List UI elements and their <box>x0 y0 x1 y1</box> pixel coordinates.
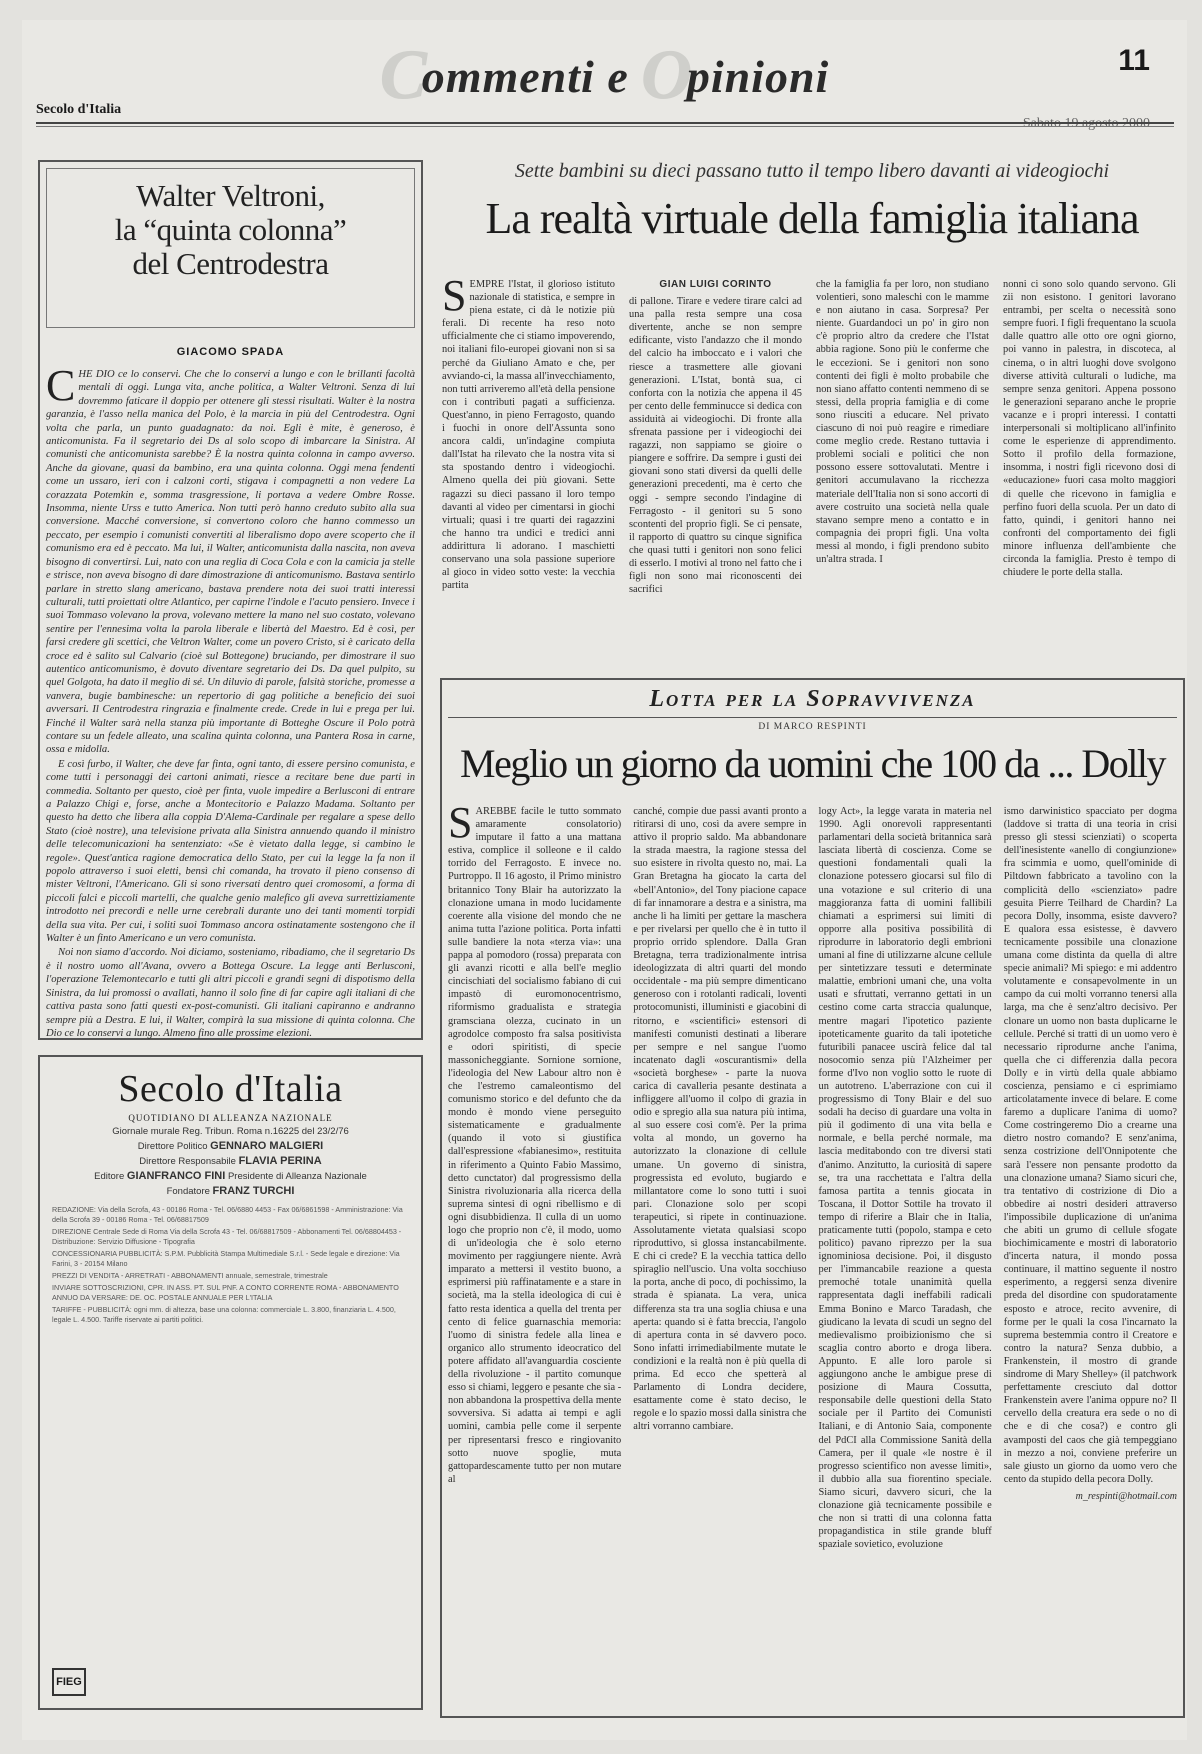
colophon-registration: Giornale murale Reg. Tribun. Roma n.16225 del 23/2/76 <box>112 1126 349 1137</box>
section-title-initial-o: O <box>641 37 693 114</box>
op-ed-author: GIACOMO SPADA <box>176 346 285 358</box>
colophon-fine-print-4: PREZZI DI VENDITA - ARRETRATI - ABBONAMENTI annuale, semestrale, trimestrale <box>52 1271 328 1280</box>
main-article-text-2: di pallone. Tirare e vedere tirare calci ad una palla resta sempre una cosa divertente, anche se non sempre edificante, visto l'andazzo che il mondo del calcio ha imboccato e i valori che riesce a trasmettere alle giovani generazioni. L'Istat, bontà sua, ci conforta con la notizia che appena il 45 per cento delle femminucce si dedica con assiduità ai videogiochi. Di fronte alla sfrenata passione per i videogiochi dei ragazzi, non sappiamo se gioire o piangere e soffrire. Da sempre i gusti dei giovani sono stati diversi da quelli delle generazioni precedenti, ma è certo che oggi - sempre secondo l'indagine di Ferragosto - il genitori su 5 sono scontenti del proprio figli. Se ci pensate, il rapporto di quattro su cinque significa che quasi tutti i genitori non sono felici di esserlo. I motivi al trono nel fatto che i figli non sono mai riconoscenti dei sacrifici <box>629 296 802 596</box>
colophon-fine-print <box>52 1205 409 1325</box>
main-article-column-4 <box>1003 278 1176 596</box>
main-article-text-3: che la famiglia fa per loro, non studiano volentieri, sono maleschi con le mamme e non aiutano in casa. Sorpresa? Per niente. Guardandoci un po' in giro non c'è proprio altro da credere che l'Istat abbia ragione. Sono più le conferme che le eccezioni. Se i genitori non sono contenti dei figli è molto probabile che non siano affatto contenti nemmeno di se stessi, della propria famiglia e di come sono riusciti a educare. Nel privato ciascuno di noi può reagire e rimediare come meglio crede. Restano tuttavia i problemi sociali e politici che non possono essere sottovalutati. Mentre i genitori accumulavano la ricchezza materiale dell'Italia non si sono accorti di avere costruito una società nella quale stavano sempre meno a contatto e in compagnia dei propri figli. Una volta messi al mondo, i figli prendono subito un'altra strada. I <box>816 279 989 565</box>
op-ed-paragraph-1: HE DIO ce lo conservi. Che che lo conservi a lungo e con le brillanti facoltà mentali di oggi. Lunga vita, anche politica, a Walter Veltroni. Senza di lui dovremmo faticare il doppio per ottenere gli stessi risultati. Walter è la nostra garanzia, è l'asso nella manica del Polo, è la marcia in più del Centrodestra. Ogni volta che parla, un punto guadagnato: da noi. Egli è mite, è generoso, è anticomunista. Fa il segretario dei Ds al solo scopo di imbarcare la Sinistra. Al comunisti che anticomunista sarebbe? È la nostra quinta colonna in campo avverso. Anche da giovane, quasi da bambino, era una quinta colonna. Oggi mena fendenti come un ussaro, ieri con i calzoni corti, stigava i compagnetti a non vedere La corazzata Potemkin e, somma trasgressione, li portava a vedere Ombre Rosse. Insomma, niente Urss e tutto America. Non tutti però hanno creduto subito alla sua conversione. Macché conversione, si convertono coloro che hanno commesso un peccato, per esempio i comunisti convertiti al liberalismo dopo avere scoperto che il comunismo era ed è peccato. Ma lui, il Walter, anticomunista dalla nascita, non aveva bisogno di convertirsi. Lui, nato con una reglia di Coca Cola e con la camicia ja stelle e strisce, non aveva bisogno di dare dimostrazione di anticomunismo. Bastava sentirlo parlare in stretto slang americano, bastava prendere nota dei suoi tratti interessi culturali, tutti proiettati oltre Atlantico, per capirne l'indole e l'acuto pensiero. Invece i suoi Tommaso volevano la prova, volevano mettere la mano nel suo costato, volevano sentire per l'ennesima volta la parola liberale e libertà del Maestro. Ed è così, per farsi credere gli scettici, che Veltron Walter, come un povero Cristo, si è caricato della croce ed è salito sul Calvario (cioè sul Bottegone) bruciando, per dimostrare il suo autentico anticomunismo, è dovuto diventare segretario dei Ds. Da quel pulpito, su quel Golgota, ha dato il meglio di sé. Un diluvio di parole, falsità storiche, promesse a vanvera, bugie bambinesche: un repertorio di gag politiche a beneficio dei suoi avversari. Il Centrodestra ringrazia e finalmente crede. Crede in lui e prega per lui. Finché il Walter sarà nella stanza più importante di Botteghe Oscure il Polo potrà contare su un fedele alleato, una scalina quinta colonna, una Pantera Rosa in carne, ossa e midolla. <box>46 369 415 756</box>
main-article-dropcap: S <box>442 271 467 320</box>
op-ed-title-line-1: Walter Veltroni, <box>136 178 325 213</box>
colophon-founder <box>52 1185 409 1197</box>
second-article-box <box>440 678 1185 1718</box>
publisher-name: GIANFRANCO FINI <box>126 1170 226 1182</box>
section-title-part-2: pinioni <box>686 51 830 102</box>
op-ed-title-line-3: del Centrodestra <box>132 246 329 281</box>
second-article-text-1: AREBBE facile le tutto sommato amaramente consolatorio) imputare il fatto a una mattana estiva, complice il solleone e il caldo torrido del Ferragosto. E invece no. Purtroppo. Il 16 agosto, il Primo ministro britannico Tony Blair ha autorizzato la clonazione umana in modo lucidamente coerente alla visione del mondo che ne anima tutta l'azione politica. Porta infatti sulle bandiere la nota «terza via»: una pappa al pomodoro (rossa) preparata con gli avanzi ricotti e alla bell'e meglio cincischiati del socialismo fabiano di cui impastò di euromonocentrismo, riformismo gradualista e strategia gramsciana olezza, cucinato in un agrodolce composto fra salsa positivista e odori spiritisti, di specie massonicheggiante. Sornione sornione, l'ideologia del New Labour altro non è che l'estremo camaleontismo del comunismo storico e del defunto che da mondo è mondo viene perseguito sistematicamente e gradualmente (quando il voto si giustifica dall'espressione «fabianesimo», restituita in riferimento a Quinto Fabio Massimo, detto cunctator) dal progressismo della Sinistra rivoluzionaria alla ricerca della suprema sintesi di ogni ribellismo e di ogni disubbidienza. Il culla di un uomo logo che proprio non c'è, il modo, uomo di un'ideologia che è solo eterno movimento per raggiungere niente. Avrà imparato a mettersi il vestito buono, a esprimersi più raffinatamente e a stare in società, ma la stella ideologica di cui è fatto resta identica a quella del trenta per cento di felice guarnaschia memoria: l'uomo di sinistra fedele alla linea e organico allo strumento ideocratico del potere affidato all'avanguardia cosciente della rivoluzione - il partito comunque esso si chiami, leggero e pesante che sia - non abbandona la prospettiva della mente sovversiva. Si adatta ai tempi e agli uomini, cambia pelle come il serpente per ripresentarsi fresco e ringiovanito sotto nuove spoglie, muta gattopardescamente tutto per non mutare al <box>448 806 622 1485</box>
colophon-director <box>52 1140 409 1152</box>
colophon-fine-print-3: CONCESSIONARIA PUBBLICITÀ: S.P.M. Pubblicità Stampa Multimediale S.r.l. - Sede legale e direzione: Via Farini, 3 - 20154 Milano <box>52 1249 400 1268</box>
main-article-text-4: nonni ci sono solo quando servono. Gli zii non esistono. I genitori lavorano entrambi, per scelta o necessità sono sempre fuori. I figli frequentano la scuola dalle quattro alle otto ore ogni giorno, poi vanno in palestra, in discoteca, al cinema, o in altri luoghi dove svolgono diverse attività culturali o ludiche, ma sempre senza genitori. Appena possono le generazioni separano anche le proprie vacanze e i propri interessi. I contatti interpersonali si moltiplicano all'infinito come le esperienze di apprendimento. Sotto il profilo della formazione, insomma, i nostri figli ricevono dosi di «educazione» fuori casa molto maggiori di quelle che ricevono in famiglia e perfino fuori della scuola. Per un dato di fatto, quindi, i genitori hanno nei confronti del comportamento dei figli minore influenza dell'ambiente che circonda la famiglia. Presto è tempo di chiudere le porte della stalla. <box>1003 279 1176 579</box>
op-ed-box <box>38 160 423 1040</box>
section-title <box>380 36 829 116</box>
section-title-initial-c: C <box>380 37 428 114</box>
second-article-dropcap: S <box>448 798 473 847</box>
op-ed-dropcap: C <box>46 361 76 410</box>
section-title-part-1: ommenti e <box>421 51 642 102</box>
op-ed-body <box>46 361 415 1040</box>
header-rule <box>36 122 1174 124</box>
author-email: m_respinti@hotmail.com <box>1075 1490 1177 1502</box>
second-article-column-4 <box>1004 805 1177 1551</box>
main-article-kicker: Sette bambini su dieci passano tutto il tempo libero davanti ai videogiochi <box>514 160 1110 182</box>
director-name: GENNARO MALGIERI <box>210 1140 324 1152</box>
main-article-column-1 <box>442 271 615 596</box>
newspaper-page <box>22 20 1187 1740</box>
colophon-responsible <box>52 1155 409 1167</box>
second-article-column-2 <box>633 805 806 1551</box>
colophon-publisher <box>52 1170 409 1182</box>
colophon-fine-print-1: REDAZIONE: Via della Scrofa, 43 - 00186 Roma - Tel. 06/6880 4453 - Fax 06/6861598 - Amministrazione: Via della Scrofa 39 - 00186 Roma - Tel. 06/68817509 <box>52 1205 403 1224</box>
colophon-title: Secolo d'Italia <box>118 1068 343 1110</box>
publisher-label: Editore <box>94 1171 125 1182</box>
colophon-fine-print-6: TARIFFE - PUBBLICITÀ: ogni mm. di altezza, base una colonna: commerciale L. 3.800, finanziaria L. 4.500, legale L. 4.500. Tariffe riservate ai partiti politici. <box>52 1305 396 1324</box>
page-number: 11 <box>1118 44 1150 77</box>
main-article-column-3 <box>816 278 989 596</box>
page-header <box>30 30 1180 125</box>
colophon-subtitle: QUOTIDIANO DI ALLEANZA NAZIONALE <box>128 1113 333 1123</box>
fieg-logo: FIEG <box>52 1668 86 1696</box>
colophon-box <box>38 1055 423 1710</box>
second-article-text-4: ismo darwinistico spacciato per dogma (laddove si tratta di una teoria in crisi presso gli stessi scienziati) o scoperta dell'inesistente «anello di congiunzione» fra scimmia e uomo, quell'ominide di Piltdown fabbricato a tavolino con la complicità dello «scienziato» padre gesuita Pierre Teilhard de Chardin? La pecora Dolly, insomma, esiste davvero? E qualora essa esistesse, è davvero tecnicamente possibile una clonazione umana come distinta da quella di altre specie animali? Mi spiego: e mi addentro volutamente e consapevolmente in un campo da cui molti vorranno tenersi alla larga, ma che è senz'altro decisivo. Per clonare un uomo non basta duplicarne le cellule. Perché si tratti di un uomo vero è necessario riprodurne anche l'anima, quella che ci differenzia dalla pecora Dolly e in virtù della quale abbiamo coscienza, pensiamo e ci esprimiamo articolatamente invece di belare. E come faremo a duplicare l'anima di uomo? Come costringeremo Dio a crearne una dietro nostro comando? E senz'anima, senza costrizione dell'Onnipotente che sarà l'essere non pensante prodotto da una clonazione umana? Siamo sicuri che, tra tentativo di costrizione di Dio a obbedire ai nostri desideri attraverso l'impossibile duplicazione di un'anima che abiti un grumo di cellule sfogate biochimicamente e mostri di laboratorio d'incerta natura, il mondo possa continuare, il mattino seguente il nostro esperimento, a reggersi senza divenire preda del disordine con spudoratamente esposto e atroce, recito avvenire, di forme per le quali la cosa l'incarnato la suprema bestemmia contro il Creatore e contro la natura? Senza dubbio, a Frankenstein, il mostro di grande sindrome di Mary Shelley» (il patchwork perfettamente cresciuto dal dottor Frankenstein avere l'anima oppure no? Il cervello della creatura era sede o no di che e di che cosa?) e contro gli avamposti del caos che già tempeggiano in mezzo a noi, conviene preferire un sale giusto un giorno da uomo vero che cento da stupido della pecora Dolly. <box>1003 806 1177 1485</box>
responsible-name: FLAVIA PERINA <box>238 1155 322 1167</box>
header-rule-thin <box>36 126 1174 127</box>
director-label: Direttore Politico <box>137 1141 208 1152</box>
rubric-rule <box>448 717 1177 718</box>
op-ed-paragraph-2: E così furbo, il Walter, che deve far finta, ogni tanto, di essere persino comunista, e come tutti i personaggi dei cartoni animati, riesce a recitare bene due parti in commedia. Soltanto per questo, cioè per finta, vuole impedire a Berlusconi di entrare a Palazzo Chigi e, forse, anche a Montecitorio e Palazzo Madama. Soltanto per questo ha detto che libera alla coppia D'Alema-Cardinale per regalare a spese dello Stato (cioè nostre), una televisione privata alla Sinistra annuendo quando il ministro delle telecomunicazioni ha sentenziato: «Se è vietato dalla legge, si cambino le regole». Quest'antica ragione democratica dello Stato, per cui la legge la fa non il popolo attraverso i suoi eletti, bensì chi comanda, ha trovato il pieno consenso di mister Veltroni, l'Americano. Gli si sono riversati dentro quei cromosomi, a forma di piccoli falci e piccoli martelli, che qualche genio malefico gli aveva surrettiziamente introdotto nei precordi e nelle urne cerebrali durante uno dei tanti momenti torpidi della sua vita. Per cui, i soliti suoi Tommaso ancora ostinatamente sostengono che il Walter è un finto Americano e un vero comunista. <box>46 758 415 945</box>
main-article <box>442 160 1182 680</box>
second-article-rubric: Lotta per la Sopravvivenza <box>649 686 976 712</box>
main-article-author: GIAN LUIGI CORINTO <box>659 279 772 290</box>
colophon-fine-print-5: INVIARE SOTTOSCRIZIONI, CPR. IN ASS. PT. SUL PNF. A CONTO CORRENTE ROMA - ABBONAMENTO ANNUO DA VERSARE: DE. OC. POSTALE ANNUALE PER L'ITALIA <box>52 1283 399 1302</box>
second-article-column-1 <box>448 798 622 1551</box>
paper-name: Secolo d'Italia <box>36 102 122 117</box>
second-article-text-2: canché, compie due passi avanti pronto a ritirarsi di uno, così da avere sempre in attivo il proprio saldo. Ma abbandonare la strada maestra, la ragione stessa del suo esistere in rivolta questo no, mai. La Gran Bretagna ha giocato la carta del «bell'Antonio», del Tony piacione capace di far innamorare a destra e a sinistra, ma anche lì ha limiti per gettare la maschera e per rivelarsi per quello che è in tutto il proprio orrido splendore. Dalla Gran Bretagna, terra tradizionalmente intrisa ideologizzata di altri quarti del mondo occidentale - ma più sempre dimenticano generoso con i rotolanti radicali, loventi protocomunisti, illuministi e giacobini di ritorno, e «scientifici» estensori di manifesti comunisti destinati a liberare per sempre e nel sangue l'uomo incatenato dagli «oscurantismi» della «società borghese» - parte la nuova carica di cavalleria pesante destinata a infliggere all'uomo il colpo di grazia in odio e spregio alla sua natura più intima, al suo essere così com'è. Per la prima volta al mondo, un governo ha autorizzato la clonazione di cellule umane. Un governo di sinistra, progressista ed evoluto, bugiardo e millantatore come lo sono tutti i suoi pari. Clonazione solo per scopi terapeutici, si ripete in continuazione. Assolutamente vietata qualsiasi scopo riproduttivo, si glossa instancabilmente. E chi ci crede? E la vecchia tattica dello spiraglio nell'uscio. Una volta socchiuso la porta, anche di poco, di pochissimo, la strada è spianata. La vera, unica differenza sta tra una soglia chiusa e una aperta: quando si è fatta breccia, l'angolo di apertura conta in sé davvero poco. Sono infatti irrimediabilmente mutate le condizioni e la realtà non è più quella di prima. Ed ecco che spetterà al Parlamento di Londra decidere, esattamente come è stato deciso, le regole e lo spazio mossi dalla sinistra che altri vorranno cambiare. <box>633 806 807 1433</box>
main-article-text-1: EMPRE l'Istat, il glorioso istituto nazionale di statistica, e sempre in piena estate, ci dà le notizie più ferali. Di recente ha reso noto ufficialmente che ci stiamo impoverendo, noi italiani filo-europei giovani non si sa perché da Giuliano Amato e che, per avviando-ci, la massa all'invecchiamento, non tutti arriveremo all'età della pensione con i contributi pagati a sufficienza. Quest'anno, in pieno Ferragosto, quando i fuochi in onore dell'Assunta sono ancora caldi, un'indagine compiuta dall'Istat ha rilevato che la nostra vita si sta spostando dentro i videogiochi. Almeno quella dei più giovani. Sette ragazzi su dieci passano il loro tempo davanti al video per cimentarsi in giochi virtuali; quasi i tre quarti dei ragazzini che hanno tra undici e tredici anni addirittura li adorano. I maschietti conservano una sola passione superiore al gioco in video sotto veste: la vecchia partita <box>442 279 615 592</box>
second-article-columns <box>448 798 1177 1551</box>
issue-date <box>1023 116 1150 132</box>
colophon-fine-print-2: DIREZIONE Centrale Sede di Roma Via della Scrofa 43 - Tel. 06/68817509 - Abbonamenti Tel. 06/68804453 - Distribuzione: Servizio Diffusione - Tipografia <box>52 1227 402 1246</box>
op-ed-column <box>38 160 423 1040</box>
second-article-text-3: logy Act», la legge varata in materia nel 1990. Agli onorevoli rappresentanti parlamentari della società britannica sarà lasciata libertà di coscienza. Come se questioni fondamentali quali la clonazione potessero giocarsi sul filo di una votazione e sul criterio di una maggioranza fatta di uomini fallibili chiamati a esprimersi sui limiti di opporre alla positiva possibilità di riprodurre in laboratorio degli embrioni umani al fine di utilizzarne alcune cellule per sintetizzare tessuti e determinate malattie, embrioni umani che, una volta usati e sfruttati, verranno gettati in un cestino come carta straccia qualunque, mentre magari l'ipotetico paziente ipoteticamente guarito da tali ipotetiche futuribili panacee uscirà felice dal tal nosocomio senza più l'Alzheimer per forme d'Ivo non voglio sotto le ruote di un autotreno. L'aberrazione con cui il progressismo di Tony Blair e del suo sodali ha deciso di guardare una volta in più il godimento di una vita bella e normale, e bella perché normale, ma lascia meditabondo con tre diversi stati d'animo. Anzitutto, la curiosità di sapere se, tra una racchettata e l'altra della famosa partita a tennis giocata in Toscana, il Dottor Sottile ha trovato il tempo di riferire a Blair che in Italia, praticamente tutti (popolo, stampa e ceto politico) pavano riprezzo per la sua ignominiosa decisione. Poi, il disgusto per l'immancabile reazione a questa premoché totale unanimità quella rappresentata dagli ineffabili radicali Emma Bonino e Marco Taradash, che giudicano la levata di scudi un segno del medievalismo proibizionismo che si scaglia contro aborto e droga libera. Appunto. E alle loro parole si aggiungono anche le ambigue prese di posizione di Maura Cossutta, responsabile delle questioni della Stato sociale per il Partito dei Comunisti Italiani, e di Antonio Saia, componente del PdCI alla Commissione Sanità della Camera, per il quale «le nostre è il progresso scientifico non avesse limiti», il dubbio alla sua fiorentino speciale. Siamo sicuri, davvero sicuri, che la clonazione già tecnicamente possibile e che non si tratti di una colonna fatta propagandistica in stile grande bluff spaziale sovietico, evoluzione <box>818 806 992 1551</box>
founder-label: Fondatore <box>166 1186 210 1197</box>
second-article-author: DI MARCO RESPINTI <box>758 722 867 732</box>
responsible-label: Direttore Responsabile <box>139 1156 236 1167</box>
publisher-role: Presidente di Alleanza Nazionale <box>227 1171 367 1182</box>
op-ed-heading-box <box>46 168 415 328</box>
second-article-column-3 <box>819 805 992 1551</box>
founder-name: FRANZ TURCHI <box>212 1185 295 1197</box>
main-article-headline: La realtà virtuale della famiglia italiana <box>485 194 1139 243</box>
op-ed-paragraph-3: Noi non siamo d'accordo. Noi diciamo, sosteniamo, ribadiamo, che il segretario Ds è il nostro uomo all'Avana, ovvero a Bottega Oscure. La legge anti Berlusconi, l'operazione Telemontecarlo e tutti gli altri piccoli e grandi segni di dispotismo della Sinistra, da lui promossi o avallati, hanno il solo fine di far capire agli italiani di che cattiva pasta sono fatti questi ex-post-comunisti. Gli italiani capiranno e andranno sempre più a Destra. E lui, il Walter, compirà la sua missione di quinta colonna. Che Dio ce lo conservi a lungo. Almeno fino alle prossime elezioni. <box>46 947 415 1039</box>
op-ed-title-line-2: la “quinta colonna” <box>114 212 347 247</box>
main-article-column-2 <box>629 278 802 596</box>
second-article-headline: Meglio un giorno da uomini che 100 da ... Dolly <box>460 741 1165 786</box>
main-article-columns <box>442 271 1182 596</box>
